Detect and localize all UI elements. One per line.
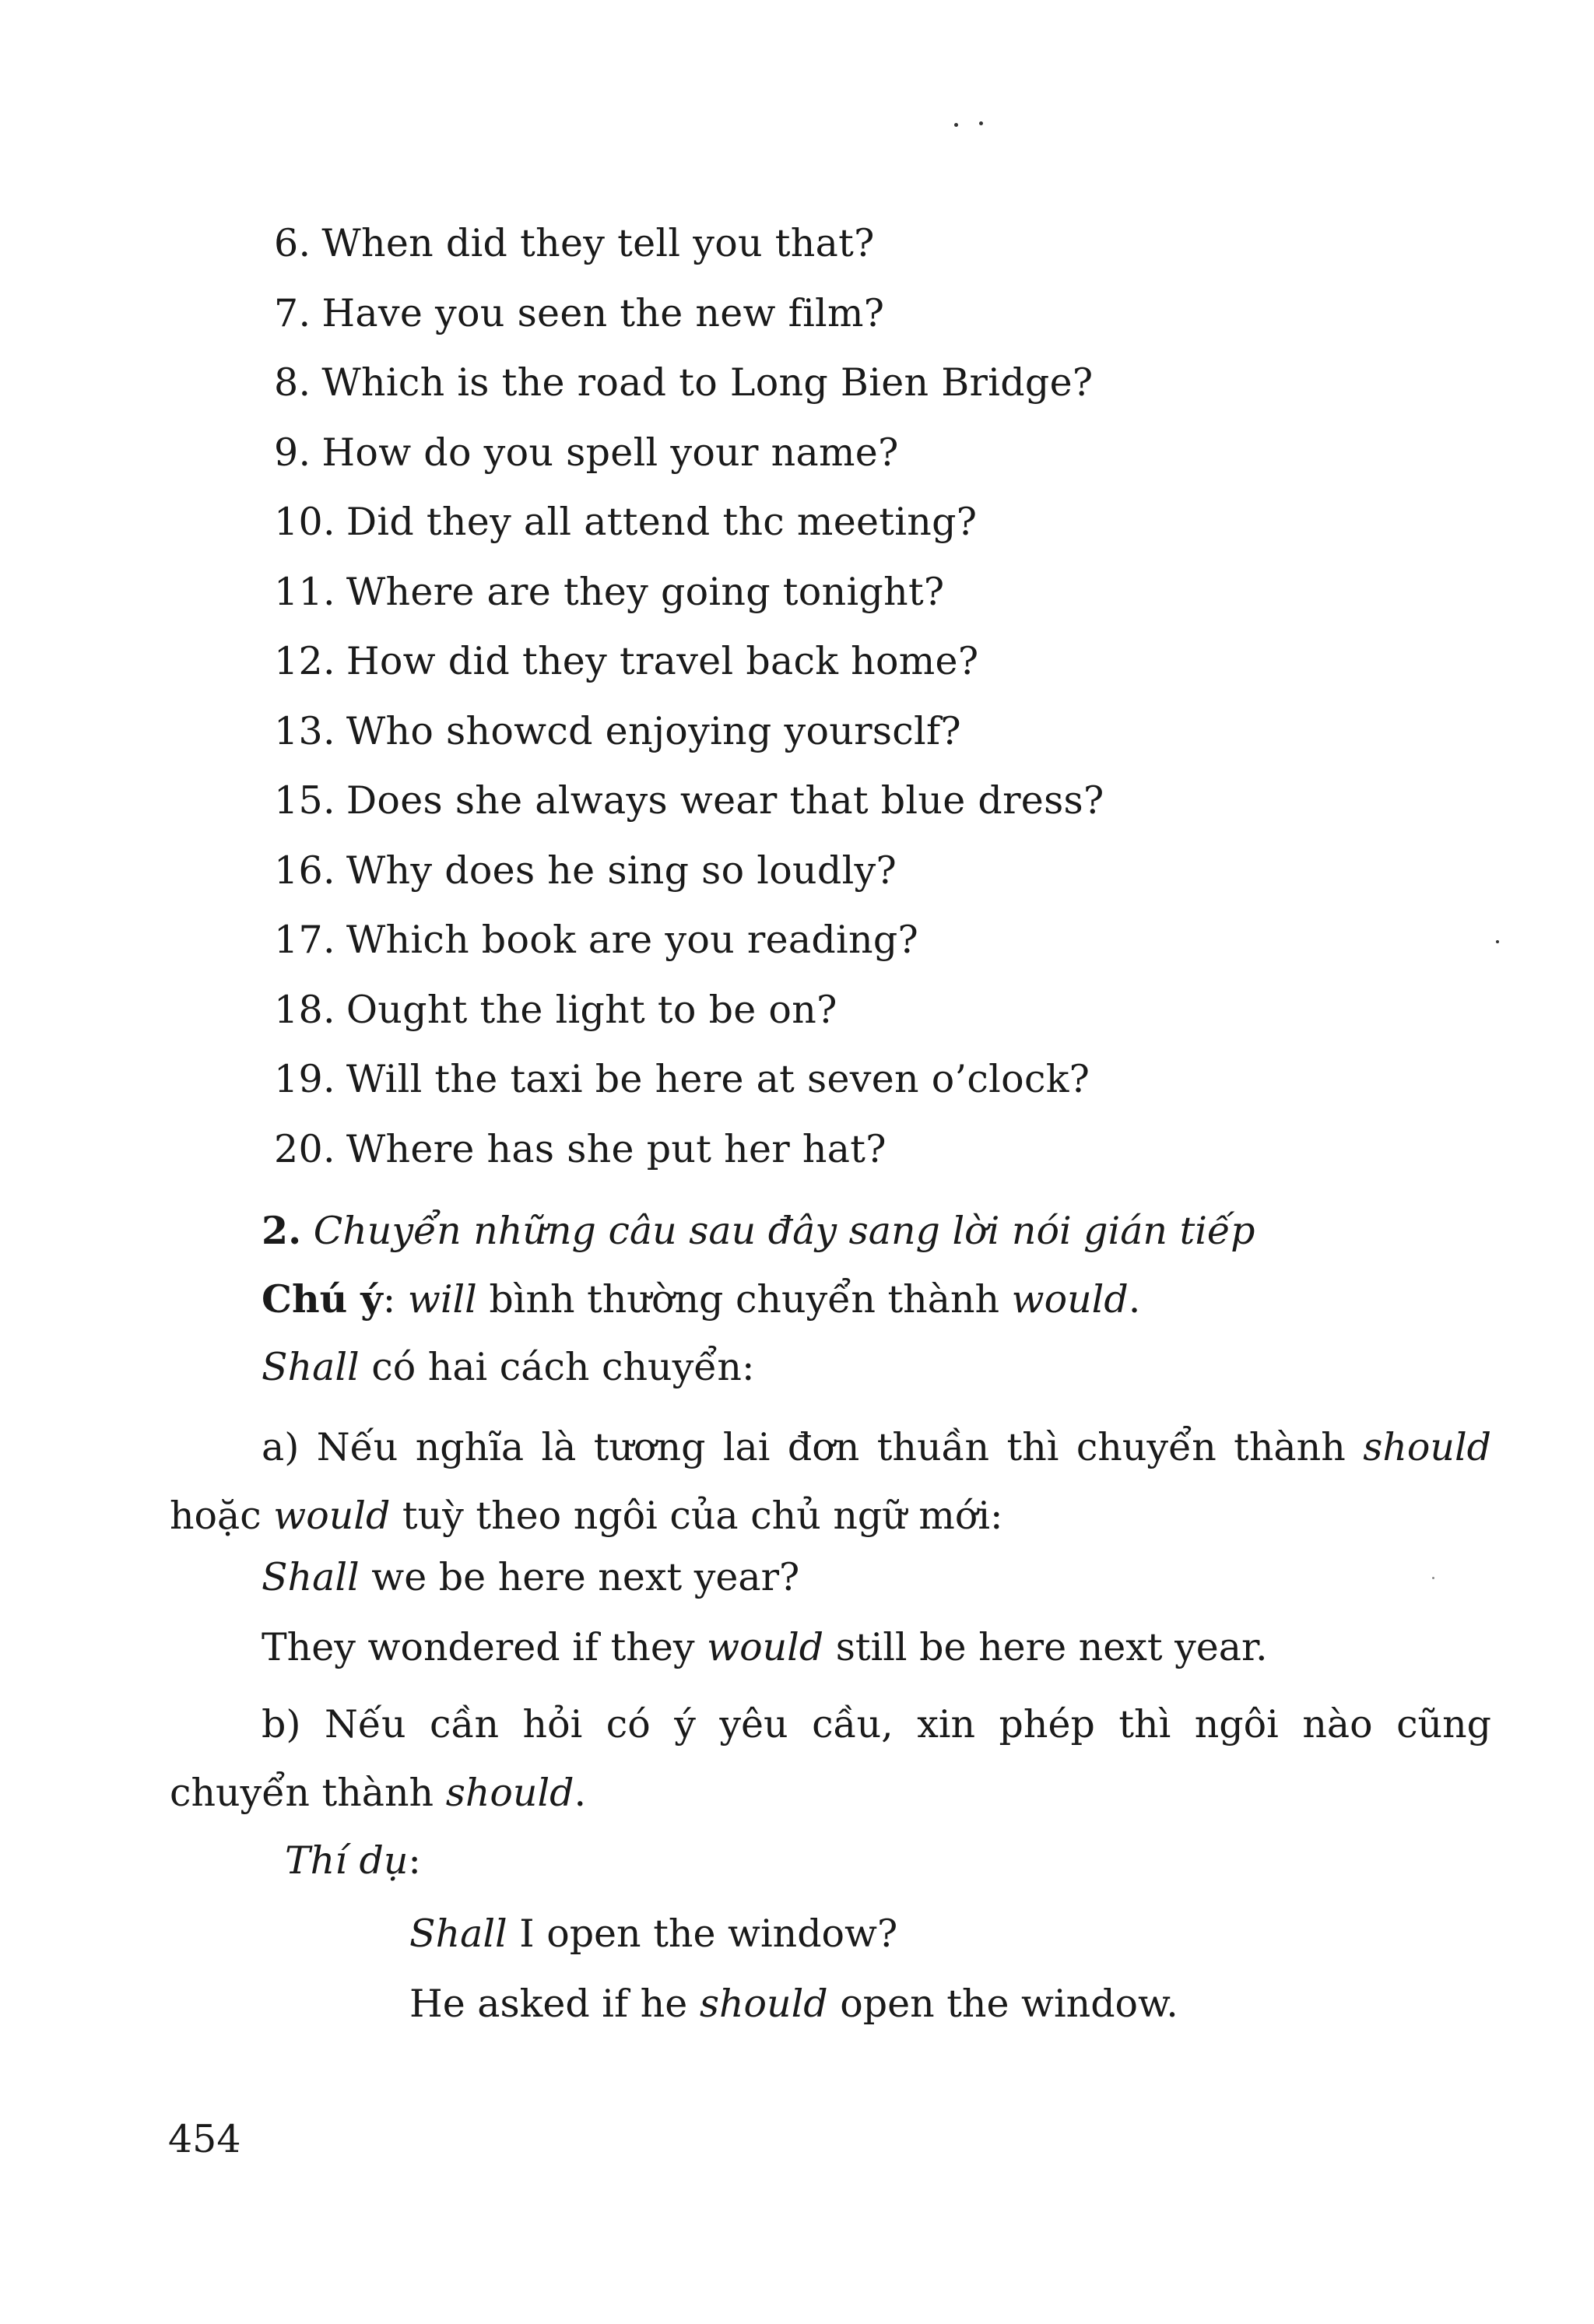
rule-b-paragraph: b) Nếu cần hỏi có ý yêu cầu, xin phép thì ngôi nào cũng chuyển thành should.	[170, 1702, 1491, 1815]
example-sentence: They wondered if they would still be here next year.	[262, 1625, 1268, 1669]
section-heading: 2. Chuyển những câu sau đây sang lời nói gián tiếp	[262, 1208, 1255, 1253]
example-sentence: He asked if he should open the window.	[409, 1982, 1178, 2026]
list-item: 13. Who showcd enjoying yoursclf?	[274, 708, 961, 753]
list-item: 11. Where are they going tonight?	[274, 569, 945, 614]
shall-intro-line: Shall có hai cách chuyển:	[262, 1345, 755, 1389]
list-item: 10. Did they all attend thc meeting?	[274, 500, 978, 544]
example-label: Thí dụ:	[285, 1838, 421, 1883]
question-list	[274, 209, 1104, 1184]
list-item: 8. Which is the road to Long Bien Bridge?	[274, 360, 1094, 405]
list-item: 20. Where has she put her hat?	[274, 1126, 887, 1171]
list-item: 15. Does she always wear that blue dress?	[274, 778, 1104, 823]
list-item: 9. How do you spell your name?	[274, 430, 899, 475]
note-line: Chú ý: will bình thường chuyển thành would.	[262, 1276, 1141, 1322]
list-item: 16. Why does he sing so loudly?	[274, 848, 897, 893]
scan-speck	[1432, 1577, 1434, 1579]
list-item: 19. Will the taxi be here at seven o’clock?	[274, 1057, 1090, 1101]
scan-speck	[1496, 940, 1499, 943]
scan-speck	[954, 123, 958, 127]
list-item: 7. Have you seen the new film?	[274, 290, 885, 335]
list-item: 17. Which book are you reading?	[274, 918, 919, 962]
example-sentence: Shall we be here next year?	[262, 1555, 800, 1599]
scan-speck	[979, 121, 983, 125]
example-sentence: Shall I open the window?	[409, 1912, 898, 1956]
rule-a-paragraph: a) Nếu nghĩa là tương lai đơn thuần thì chuyển thành should hoặc would tuỳ theo ngôi của chủ ngữ mới:	[170, 1425, 1491, 1538]
list-item: 18. Ought the light to be on?	[274, 987, 837, 1032]
list-item: 6. When did they tell you that?	[274, 221, 875, 265]
list-item: 12. How did they travel back home?	[274, 639, 979, 683]
page-number: 454	[168, 2117, 241, 2161]
